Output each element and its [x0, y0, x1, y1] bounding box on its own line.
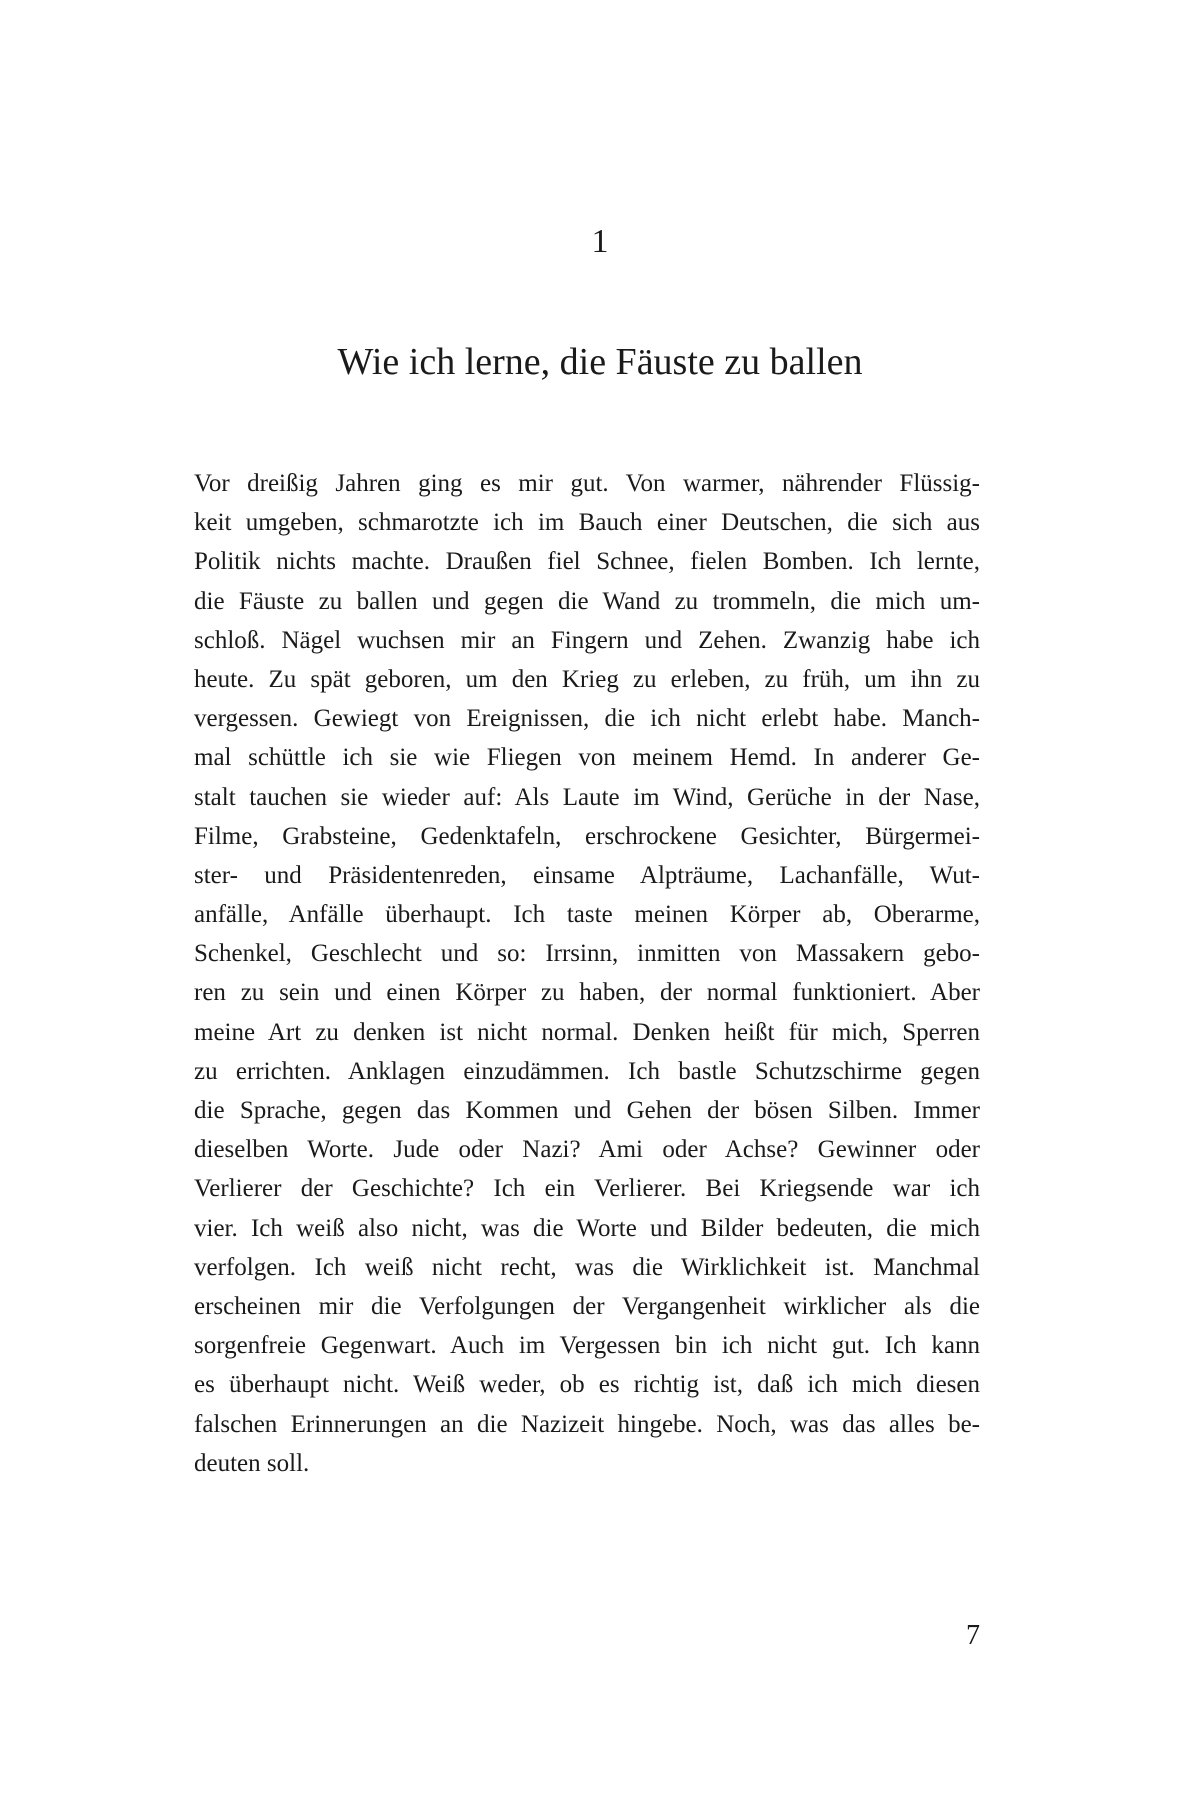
body-line: deuten soll. [194, 1449, 310, 1477]
body-line: falschen Erinnerungen an die Nazizeit hingebe. Noch, was das alles be- [194, 1410, 980, 1438]
body-line: keit umgeben, schmarotzte ich im Bauch einer Deutschen, die sich aus [194, 509, 980, 537]
body-line: heute. Zu spät geboren, um den Krieg zu erleben, zu früh, um ihn zu [194, 665, 980, 693]
body-line: dieselben Worte. Jude oder Nazi? Ami oder Achse? Gewinner oder [194, 1136, 980, 1164]
body-line: Filme, Grabsteine, Gedenktafeln, erschrockene Gesichter, Bürgermei- [194, 822, 980, 850]
body-line: erscheinen mir die Verfolgungen der Vergangenheit wirklicher als die [194, 1292, 980, 1320]
body-line: verfolgen. Ich weiß nicht recht, was die Wirklichkeit ist. Manchmal [194, 1253, 980, 1281]
body-line: ster- und Präsidentenreden, einsame Alpträume, Lachanfälle, Wut- [194, 861, 980, 889]
body-line: sorgenfreie Gegenwart. Auch im Vergessen bin ich nicht gut. Ich kann [194, 1332, 980, 1360]
page-number: 7 [966, 1620, 980, 1651]
body-line: die Fäuste zu ballen und gegen die Wand zu trommeln, die mich um- [194, 587, 980, 615]
body-line: stalt tauchen sie wieder auf: Als Laute im Wind, Gerüche in der Nase, [194, 783, 980, 811]
body-line: Vor dreißig Jahren ging es mir gut. Von warmer, nährender Flüssig- [194, 470, 980, 497]
body-line: zu errichten. Anklagen einzudämmen. Ich bastle Schutzschirme gegen [194, 1057, 980, 1085]
body-paragraph [194, 464, 980, 1483]
body-line: die Sprache, gegen das Kommen und Gehen der bösen Silben. Immer [194, 1097, 980, 1124]
body-line: meine Art zu denken ist nicht normal. Denken heißt für mich, Sperren [194, 1018, 980, 1046]
body-line: vier. Ich weiß also nicht, was die Worte und Bilder bedeuten, die mich [194, 1214, 980, 1242]
body-line: vergessen. Gewiegt von Ereignissen, die ich nicht erlebt habe. Manch- [194, 705, 980, 733]
body-line: Verlierer der Geschichte? Ich ein Verlierer. Bei Kriegsende war ich [194, 1175, 980, 1203]
chapter-number: 1 [591, 223, 609, 260]
body-line: es überhaupt nicht. Weiß weder, ob es richtig ist, daß ich mich diesen [194, 1371, 980, 1399]
body-line: Politik nichts machte. Draußen fiel Schnee, fielen Bomben. Ich lernte, [194, 548, 980, 576]
body-line: schloß. Nägel wuchsen mir an Fingern und Zehen. Zwanzig habe ich [194, 626, 980, 654]
body-line: mal schüttle ich sie wie Fliegen von meinem Hemd. In anderer Ge- [194, 744, 980, 772]
chapter-title: Wie ich lerne, die Fäuste zu ballen [337, 341, 863, 383]
body-line: anfälle, Anfälle überhaupt. Ich taste meinen Körper ab, Oberarme, [194, 901, 980, 929]
body-line: Schenkel, Geschlecht und so: Irrsinn, inmitten von Massakern gebo- [194, 940, 980, 968]
body-line: ren zu sein und einen Körper zu haben, der normal funktioniert. Aber [194, 979, 980, 1007]
